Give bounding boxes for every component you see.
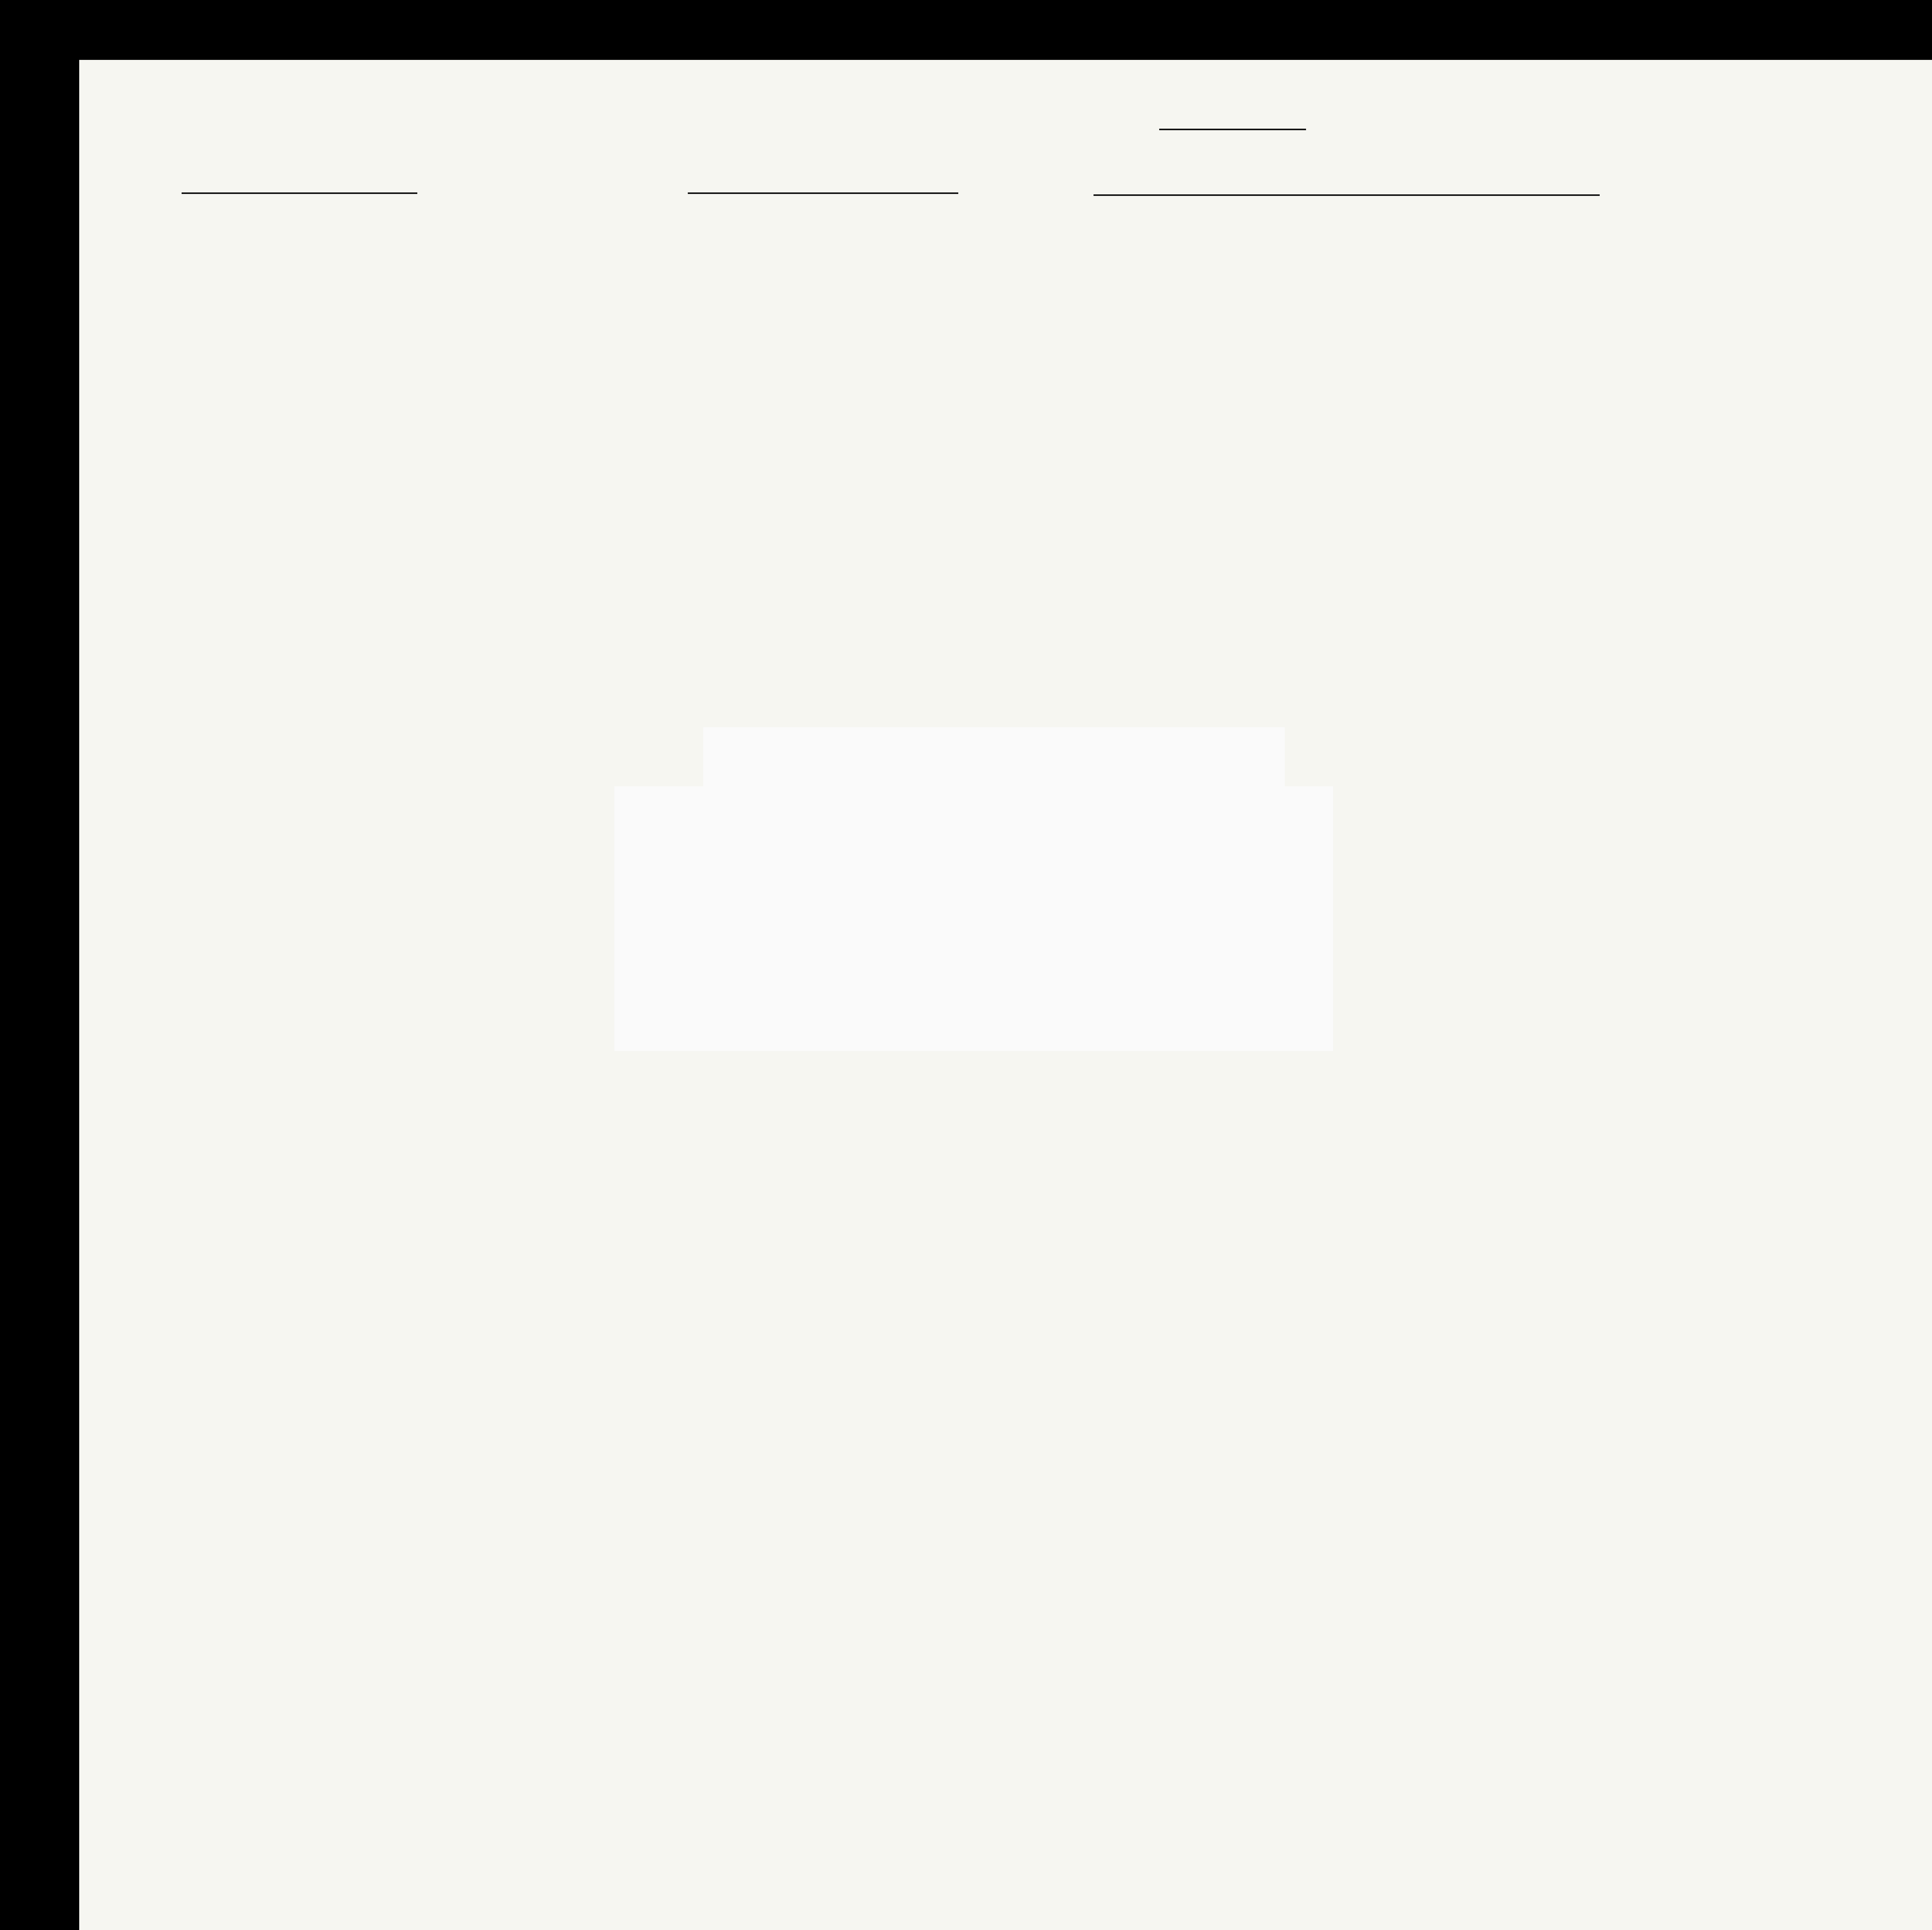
archive-stamp-card [614,786,1333,1051]
